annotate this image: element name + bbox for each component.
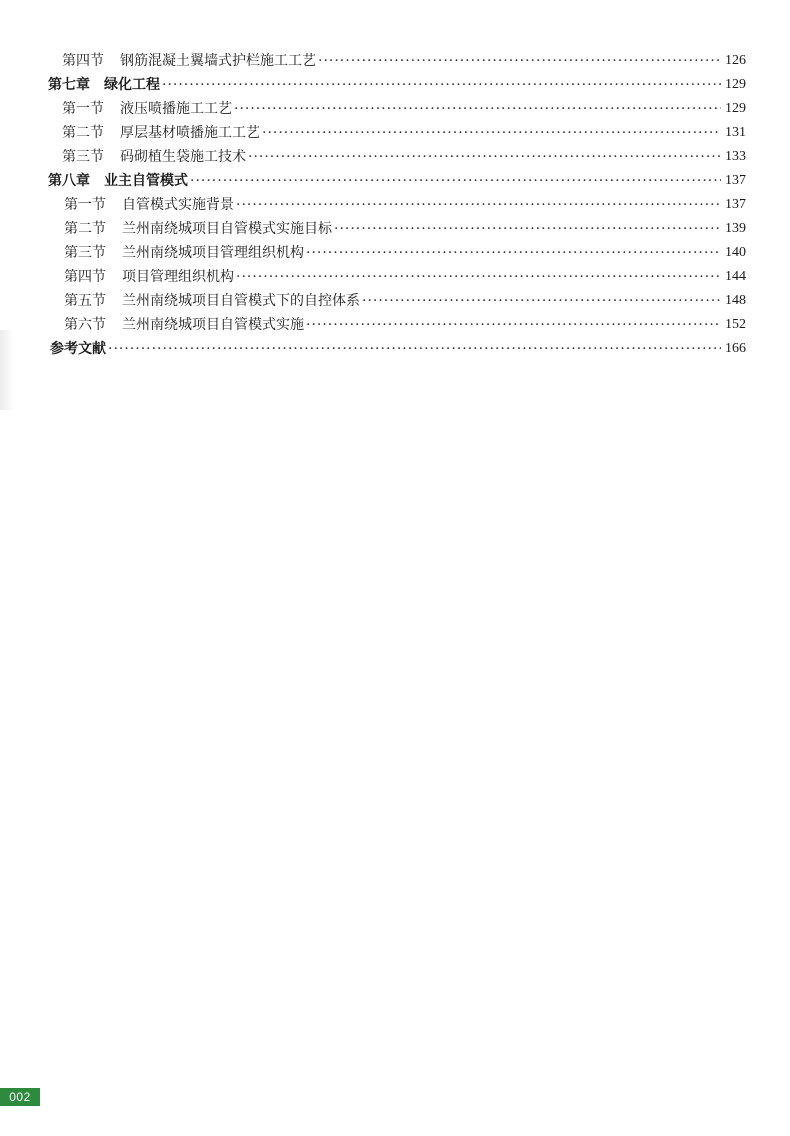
toc-leader xyxy=(306,313,721,337)
toc-row[interactable] xyxy=(64,289,746,313)
toc-leader xyxy=(162,73,721,97)
toc-title: 绿化工程 xyxy=(104,77,160,93)
toc-page: 137 xyxy=(725,173,746,188)
toc-page: 144 xyxy=(725,269,746,284)
page-number-badge: 002 xyxy=(0,1088,40,1106)
toc-title: 参考文献 xyxy=(50,341,106,357)
toc-leader xyxy=(108,337,721,361)
scan-shadow xyxy=(0,330,14,410)
toc-number: 第一节 xyxy=(62,101,104,117)
toc-page: 140 xyxy=(725,245,746,260)
toc-row[interactable] xyxy=(64,241,746,265)
toc-number: 第七章 xyxy=(48,77,90,93)
toc-title: 厚层基材喷播施工工艺 xyxy=(120,125,260,141)
toc-number: 第一节 xyxy=(64,197,106,213)
toc-row[interactable] xyxy=(62,145,746,169)
toc-page: 137 xyxy=(725,197,746,212)
toc-row[interactable] xyxy=(64,217,746,241)
toc-page: 126 xyxy=(725,53,746,68)
toc-leader xyxy=(318,49,721,73)
toc-row[interactable] xyxy=(50,337,746,361)
toc-number: 第二节 xyxy=(64,221,106,237)
toc-number: 第五节 xyxy=(64,293,106,309)
toc-leader xyxy=(362,289,721,313)
toc-row[interactable] xyxy=(48,73,746,97)
toc-title: 自管模式实施背景 xyxy=(122,197,234,213)
toc-title: 码砌植生袋施工技术 xyxy=(120,149,246,165)
toc-title: 兰州南绕城项目自管模式实施 xyxy=(122,317,304,333)
toc-page: 131 xyxy=(725,125,746,140)
toc-number: 第六节 xyxy=(64,317,106,333)
toc-leader xyxy=(236,193,721,217)
toc-title: 钢筋混凝土翼墙式护栏施工工艺 xyxy=(120,53,316,69)
toc-number: 第四节 xyxy=(64,269,106,285)
toc-row[interactable] xyxy=(62,49,746,73)
toc-row[interactable] xyxy=(64,313,746,337)
toc-number: 第八章 xyxy=(48,173,90,189)
toc-title: 业主自管模式 xyxy=(104,173,188,189)
toc-page: 129 xyxy=(725,77,746,92)
toc-number: 第二节 xyxy=(62,125,104,141)
toc-number: 第三节 xyxy=(62,149,104,165)
toc-number: 第三节 xyxy=(64,245,106,261)
toc-title: 兰州南绕城项目管理组织机构 xyxy=(122,245,304,261)
toc-title: 兰州南绕城项目自管模式下的自控体系 xyxy=(122,293,360,309)
toc-leader xyxy=(334,217,721,241)
toc-row[interactable] xyxy=(62,121,746,145)
toc-leader xyxy=(234,97,721,121)
toc-page: 133 xyxy=(725,149,746,164)
toc-page: 152 xyxy=(725,317,746,332)
toc-row[interactable] xyxy=(48,169,746,193)
toc-leader xyxy=(306,241,721,265)
toc-title: 兰州南绕城项目自管模式实施目标 xyxy=(122,221,332,237)
toc-row[interactable] xyxy=(64,193,746,217)
toc-page: 166 xyxy=(725,341,746,356)
toc-page: 139 xyxy=(725,221,746,236)
toc-title: 项目管理组织机构 xyxy=(122,269,234,285)
toc-page: 129 xyxy=(725,101,746,116)
toc-page: 148 xyxy=(725,293,746,308)
toc-leader xyxy=(190,169,721,193)
toc-row[interactable] xyxy=(64,265,746,289)
toc-leader xyxy=(236,265,721,289)
toc-leader xyxy=(248,145,721,169)
toc-row[interactable] xyxy=(62,97,746,121)
toc-title: 液压喷播施工工艺 xyxy=(120,101,232,117)
toc-leader xyxy=(262,121,721,145)
toc-number: 第四节 xyxy=(62,53,104,69)
